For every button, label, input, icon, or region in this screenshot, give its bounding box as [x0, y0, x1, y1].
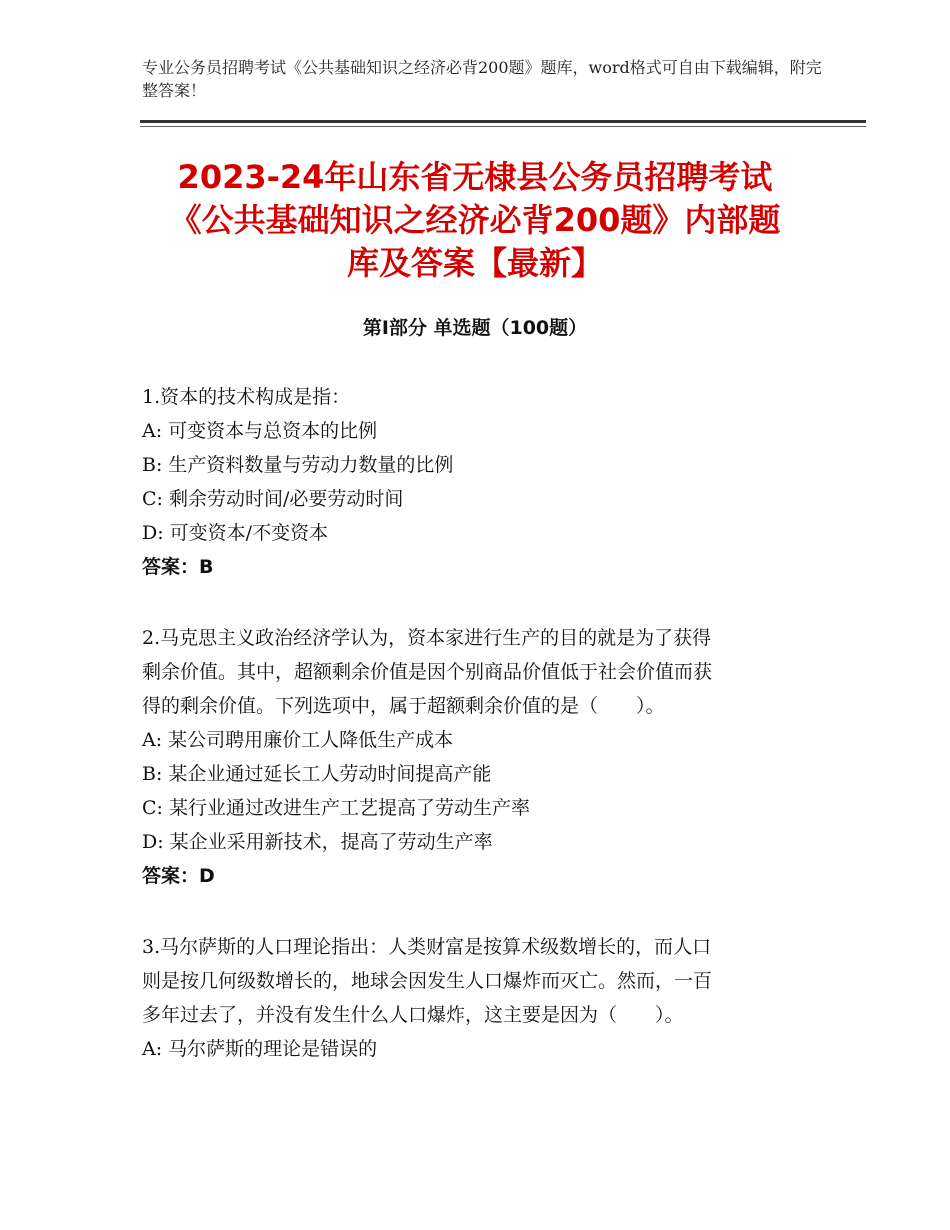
option-b: B: 某企业通过延长工人劳动时间提高产能: [142, 763, 492, 785]
option-c: C: 某行业通过改进生产工艺提高了劳动生产率: [142, 797, 530, 819]
question-stem-line-3: 得的剩余价值。下列选项中，属于超额剩余价值的是（ ）。: [142, 695, 665, 717]
question-stem-line-2: 剩余价值。其中，超额剩余价值是因个别商品价值低于社会价值而获: [142, 661, 713, 683]
question-stem-line-1: 3.马尔萨斯的人口理论指出：人类财富是按算术级数增长的，而人口: [142, 936, 712, 958]
section-title: 第Ⅰ部分 单选题（100题）: [362, 317, 588, 339]
option-d: D: 可变资本/不变资本: [142, 522, 329, 544]
option-b: B: 生产资料数量与劳动力数量的比例: [142, 454, 454, 476]
question-1: [142, 380, 807, 584]
option-d: D: 某企业采用新技术，提高了劳动生产率: [142, 831, 493, 853]
option-c: C: 剩余劳动时间/必要劳动时间: [142, 488, 404, 510]
title-line-3: 库及答案【最新】: [346, 244, 603, 282]
answer: 答案：D: [142, 865, 215, 887]
question-2: [142, 621, 807, 893]
title-line-1: 2023-24年山东省无棣县公务员招聘考试: [177, 158, 773, 196]
question-list: [142, 380, 807, 1103]
question-stem: 1.资本的技术构成是指：: [142, 386, 351, 408]
header-rule-thick: [140, 120, 866, 123]
header-note: 专业公务员招聘考试《公共基础知识之经济必背200题》题库，word格式可自由下载编辑，附完整答案！: [142, 58, 822, 100]
header-rule-thin: [140, 126, 866, 127]
answer: 答案：B: [142, 556, 214, 578]
question-stem-line-2: 则是按几何级数增长的，地球会因发生人口爆炸而灭亡。然而，一百: [142, 970, 713, 992]
document-title: [140, 156, 810, 285]
question-stem-line-1: 2.马克思主义政治经济学认为，资本家进行生产的目的就是为了获得: [142, 627, 712, 649]
question-stem-line-3: 多年过去了，并没有发生什么人口爆炸，这主要是因为（ ）。: [142, 1004, 684, 1026]
option-a: A: 可变资本与总资本的比例: [142, 420, 378, 442]
option-a: A: 某公司聘用廉价工人降低生产成本: [142, 729, 454, 751]
option-a: A: 马尔萨斯的理论是错误的: [142, 1038, 378, 1060]
question-3: [142, 930, 807, 1066]
title-line-2: 《公共基础知识之经济必背200题》内部题: [169, 201, 781, 239]
